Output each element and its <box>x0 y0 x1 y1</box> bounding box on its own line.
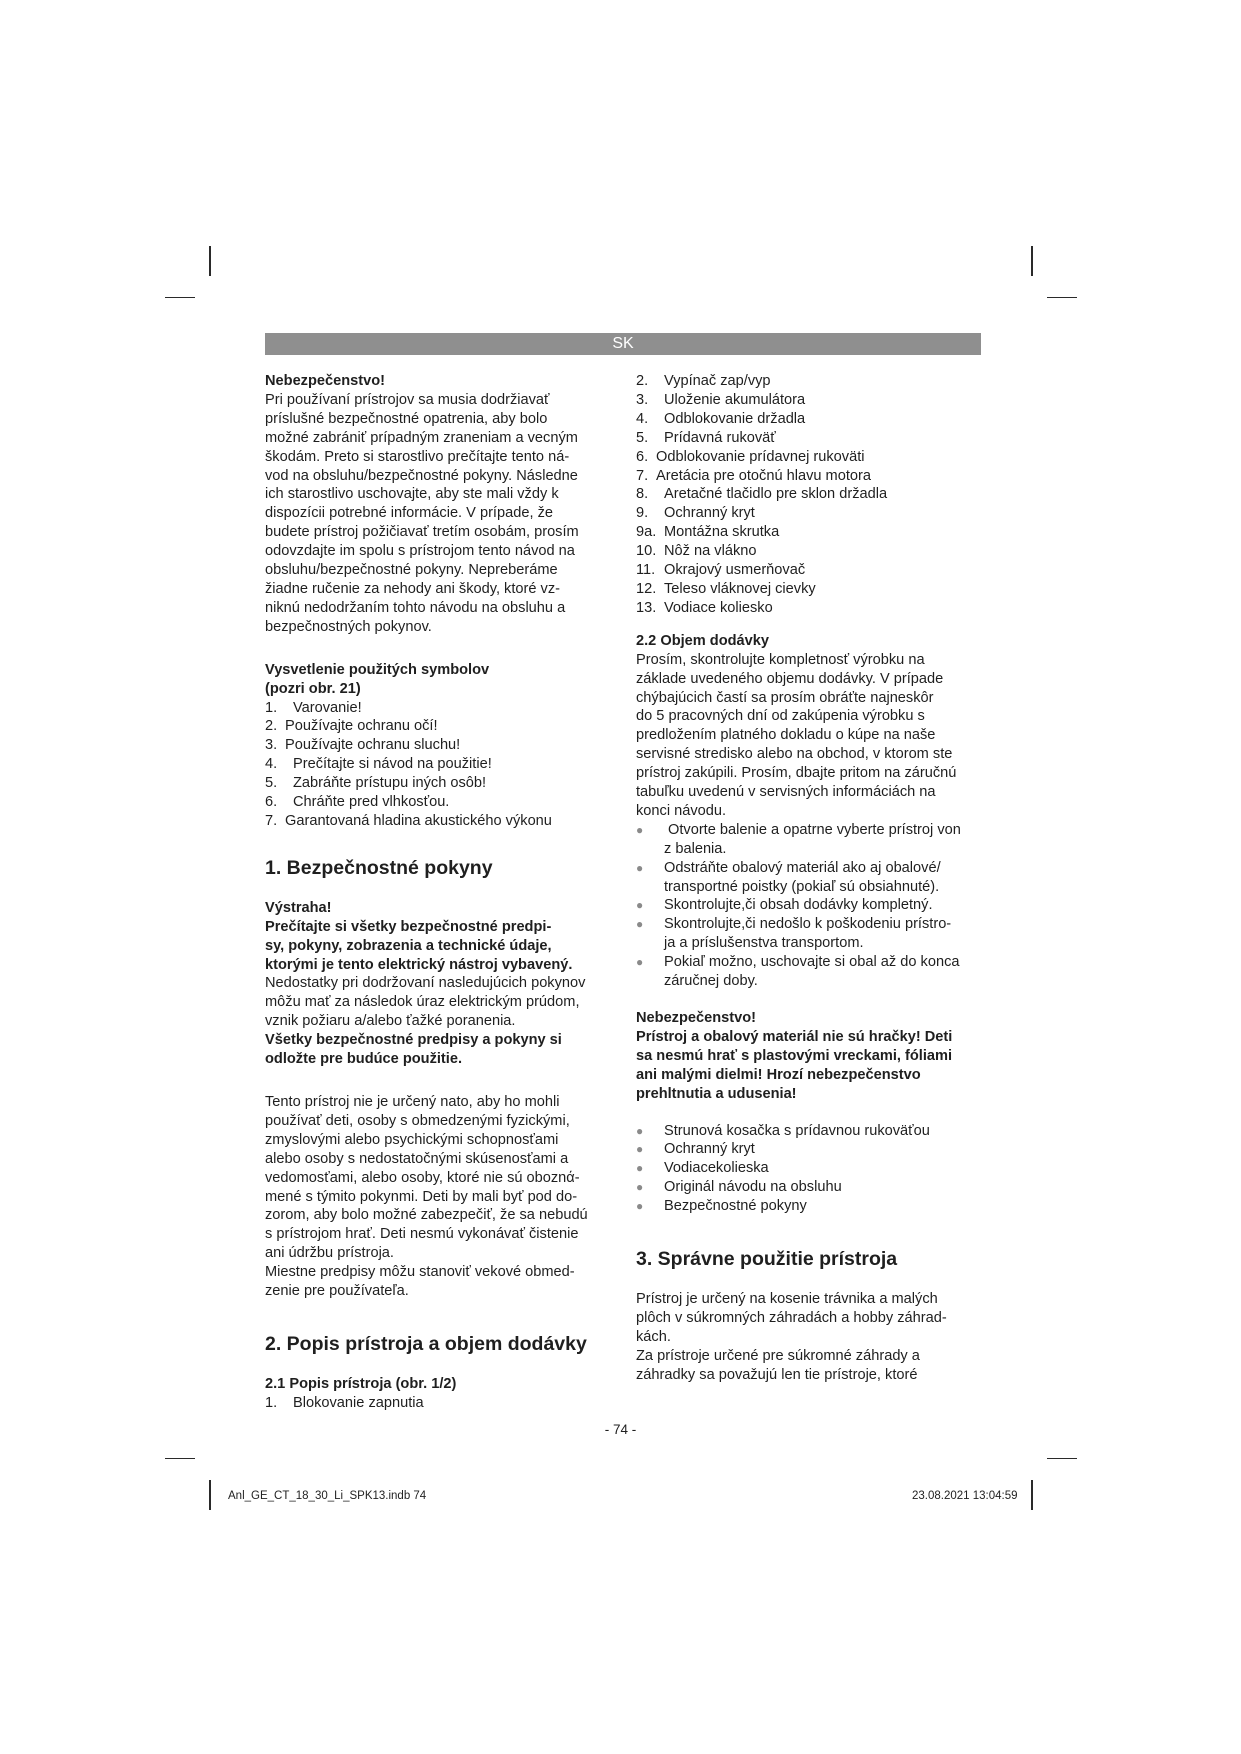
page-number: - 74 - <box>604 1422 637 1437</box>
crop-mark-bottom-left-v <box>209 1480 211 1510</box>
list-item: 3. Používajte ochranu sluchu! <box>265 737 461 754</box>
list-item: ● Strunová kosačka s prídavnou rukoväťou <box>636 1122 930 1139</box>
list-item: 13. Vodiace koliesko <box>636 599 773 616</box>
bullet-icon: ● <box>636 1161 644 1176</box>
delivery-paragraph: Prosím, skontrolujte kompletnosť výrobku na základe uvedeného objemu dodávky. V prípade chýbajúcich častí sa prosím obráťte najneskôr do 5 pracovných dní od zakúpenia výrobku s predložením platného dokladu o kúpe na naše servisné stredisko alebo na obchod, v ktorom ste prístroj zakúpili. Prosím, dbajte pritom na záručnú tabuľku uvedenú v servisných informáciách na konci návodu. <box>636 651 957 819</box>
list-item: 12. Teleso vláknovej cievky <box>636 580 816 597</box>
list-item: 10. Nôž na vlákno <box>636 543 757 560</box>
crop-mark-bottom-left-h <box>165 1458 195 1459</box>
list-item: ● Originál návodu na obsluhu <box>636 1179 842 1196</box>
section-3-heading: 3. Správne použitie prístroja <box>636 1248 898 1271</box>
symbols-heading: Vysvetlenie použitých symbolov <box>265 661 490 678</box>
list-item: 11. Okrajový usmerňovač <box>636 562 806 579</box>
list-item: ● Skontrolujte,či obsah dodávky kompletný. <box>636 897 933 914</box>
subsection-2-2-heading: 2.2 Objem dodávky <box>636 632 770 649</box>
contents-list <box>636 1122 976 1217</box>
list-item: 3. Uloženie akumulátora <box>636 391 806 408</box>
list-item: ● Bezpečnostné pokyny <box>636 1198 807 1215</box>
danger-heading: Nebezpečenstvo! <box>265 373 386 389</box>
children-paragraph: Tento prístroj nie je určený nato, aby ho mohli používať deti, osoby s obmedzenými fyzickými, zmyslovými alebo psychickými schopnosťami alebo osoby s nedostatočnými skúsenosťami a vedomosťami, alebo osoby, ktoré nie sú oboznά- mené s týmito pokynmi. Deti by mali byť pod do- zorom, aby bolo možné zabezpečiť, že sa nebudú s prístrojom hrať. Deti nesmú vykonávať čistenie ani údržbu prístroja. Miestne predpisy môžu stanoviť vekové obmed- zenie pre používateľa. <box>265 1094 588 1300</box>
list-item: 7. Garantovaná hladina akustického výkonu <box>265 812 552 829</box>
crop-mark-bottom-right-v <box>1031 1480 1033 1510</box>
list-item: 7. Aretácia pre otočnú hlavu motora <box>636 467 871 484</box>
bullet-icon: ● <box>636 898 644 913</box>
footer-file: Anl_GE_CT_18_30_Li_SPK13.indb 74 <box>228 1490 427 1502</box>
section-1-heading: 1. Bezpečnostné pokyny <box>265 856 493 879</box>
list-item: ● Odstráňte obalový materiál ako aj obalové/ transportné poistky (pokiaľ sú obsiahnuté). <box>636 859 941 895</box>
crop-mark-top-left-h <box>165 297 195 298</box>
list-item: ● Skontrolujte,či nedošlo k poškodeniu prístro- ja a príslušenstva transportom. <box>636 916 952 952</box>
language-header-bar: SK <box>265 333 981 355</box>
list-item: ● Otvorte balenie a opatrne vyberte prístroj von z balenia. <box>636 821 961 857</box>
list-item: ● Pokiaľ možno, uschovajte si obal až do konca záručnej doby. <box>636 954 960 990</box>
list-item: 6. Odblokovanie prídavnej rukoväti <box>636 448 865 465</box>
bullet-icon: ● <box>636 860 644 875</box>
use-paragraph: Prístroj je určený na kosenie trávnika a malých plôch v súkromných záhradách a hobby záhrad- kách. Za prístroje určené pre súkromné záhrady a záhradky sa považujú len tie prístroje, ktoré <box>636 1291 947 1383</box>
bullet-icon: ● <box>636 822 644 837</box>
list-item: 1. Varovanie! <box>265 699 362 716</box>
list-item: 6. Chráňte pred vlhkosťou. <box>265 794 450 811</box>
list-item: 8. Aretačné tlačidlo pre sklon držadla <box>636 486 888 503</box>
list-item: 5. Zabráňte prístupu iných osôb! <box>265 775 487 792</box>
list-item: 1. Blokovanie zapnutia <box>265 1394 424 1411</box>
bullet-icon: ● <box>636 1123 644 1138</box>
right-column: 2. Vypínač zap/vyp 3. Uloženie akumulátora 4. Odblokovanie držadla 5. Prídavná rukoväť 6. Odblokovanie prídavnej rukoväti 7. Aretácia pre otočnú hlavu motora 8. Aretačné tlačidlo pre sklon držadla 9. Ochranný kryt 9a. Montážna skrutka 10. Nôž na vlákno 11. Okrajový usmerňovač 12. Teleso vláknovej cievky 13. Vodiace koliesko 2.2 Objem dodávky Prosím, skontrolujte kompletnosť výrobku na základe uvedeného objemu dodávky. V prípade chýbajúcich častí sa prosím obráťte najneskôr do 5 pracovných dní od zakúpenia výrobku s predložením platného dokladu o kúpe na naše servisné stredisko alebo na obchod, v ktorom ste prístroj zakúpili. Prosím, dbajte pritom na záručnú tabuľku uvedenú v servisných informáciách na konci návodu. ● Otvorte balenie a opatrne vyberte prístroj von z balenia. ● Odstráňte obalový materiál ako aj obalové/ transportné poistky (pokiaľ sú obsiahnuté). ● Skontrolujte,či obsah dodávky kompletný. ● Skontrolujte,či nedošlo k poškodeniu prístro- ja a príslušenstva transportom. ● Pokiaľ možno, uschovajte si obal až do konca záručnej doby. Nebezpečenstvo! Prístroj a obalový materiál nie sú hračky! Deti sa nesmú hrať s plastovými vreckami, fóliami ani malými dielmi! Hrozí nebezpečenstvo prehltnutia a udusenia! ● Strunová kosačka s prídavnou rukoväťou ● Ochranný kryt ● Vodiacekolieska ● Originál návodu na obsluhu ● Bezpečnostné pokyny 3. Správne použitie prístroja Prístroj je určený na kosenie trávnika a malých plôch v súkromných záhradách a hobby záhrad- kách. Za prístroje určené pre súkromné záhrady a záhradky sa považujú len tie prístroje, ktoré <box>636 372 976 1385</box>
list-item: 4. Odblokovanie držadla <box>636 410 806 427</box>
warning-heading: Výstraha! <box>265 899 332 916</box>
list-item: ● Ochranný kryt <box>636 1141 755 1158</box>
crop-mark-top-right-v <box>1031 246 1033 276</box>
symbols-list <box>265 699 605 831</box>
danger-paragraph: Pri používaní prístrojov sa musia dodržiavať príslušné bezpečnostné opatrenia, aby bolo možné zabrániť prípadným zraneniam a vecným škodám. Preto si starostlivo prečítajte tento ná- vod na obsluhu/bezpečnostné pokyny. Následne ich starostlivo uschovajte, aby ste mali vždy k dispozícii potrebné informácie. V prípade, že budete prístroj požičiavať tretím osobám, prosím odovzdajte im spolu s prístrojom tento návod na obsluhu/bezpečnostné pokyny. Nepreberáme žiadne ručenie za nehody ani škody, ktoré vz- niknú nedodržaním tohto návodu na obsluhu a bezpečnostných pokynov. <box>265 391 579 635</box>
crop-mark-top-right-h <box>1047 297 1077 298</box>
parts-list <box>636 372 976 618</box>
list-item: 2. Používajte ochranu očí! <box>265 718 438 735</box>
subsection-2-1-heading: 2.1 Popis prístroja (obr. 1/2) <box>265 1375 457 1392</box>
bullet-icon: ● <box>636 1180 644 1195</box>
list-item: 9a. Montážna skrutka <box>636 524 780 541</box>
delivery-bullets <box>636 821 976 991</box>
list-item: ● Vodiacekolieska <box>636 1160 769 1177</box>
section-2-heading: 2. Popis prístroja a objem dodávky <box>265 1332 587 1355</box>
list-item: 2. Vypínač zap/vyp <box>636 373 771 389</box>
bullet-icon: ● <box>636 1142 644 1157</box>
crop-mark-top-left-v <box>209 246 211 276</box>
list-item: 9. Ochranný kryt <box>636 505 755 522</box>
footer-date: 23.08.2021 13:04:59 <box>912 1490 1018 1502</box>
list-item: 5. Prídavná rukoväť <box>636 429 776 446</box>
bullet-icon: ● <box>636 1199 644 1214</box>
left-column: Nebezpečenstvo! Pri používaní prístrojov sa musia dodržiavať príslušné bezpečnostné opatrenia, aby bolo možné zabrániť prípadným zraneniam a vecným škodám. Preto si starostlivo prečítajte tento ná- vod na obsluhu/bezpečnostné pokyny. Následne ich starostlivo uschovajte, aby ste mali vždy k dispozícii potrebné informácie. V prípade, že budete prístroj požičiavať tretím osobám, prosím odovzdajte im spolu s prístrojom tento návod na obsluhu/bezpečnostné pokyny. Nepreberáme žiadne ručenie za nehody ani škody, ktoré vz- niknú nedodržaním tohto návodu na obsluhu a bezpečnostných pokynov. Vysvetlenie použitých symbolov (pozri obr. 21) 1. Varovanie! 2. Používajte ochranu očí! 3. Používajte ochranu sluchu! 4. Prečítajte si návod na použitie! 5. Zabráňte prístupu iných osôb! 6. Chráňte pred vlhkosťou. 7. Garantovaná hladina akustického výkonu 1. Bezpečnostné pokyny Výstraha! Prečítajte si všetky bezpečnostné predpi- sy, pokyny, zobrazenia a technické údaje, ktorými je tento elektrický nástroj vybavený. Nedostatky pri dodržovaní nasledujúcich pokynov môžu mať za následok úraz elektrickým prúdom, vznik požiaru a/alebo ťažké poranenia. Všetky bezpečnostné predpisy a pokyny si odložte pre budúce použitie. Tento prístroj nie je určený nato, aby ho mohli používať deti, osoby s obmedzenými fyzickými, zmyslovými alebo psychickými schopnosťami alebo osoby s nedostatočnými skúsenosťami a vedomosťami, alebo osoby, ktoré nie sú oboznά- mené s týmito pokynmi. Deti by mali byť pod do- zorom, aby bolo možné zabezpečiť, že sa nebudú s prístrojom hrať. Deti nesmú vykonávať čistenie ani údržbu prístroja. Miestne predpisy môžu stanoviť vekové obmed- zenie pre používateľa. 2. Popis prístroja a objem dodávky 2.1 Popis prístroja (obr. 1/2) 1. Blokovanie zapnutia <box>265 372 605 1413</box>
symbols-heading-ref: (pozri obr. 21) <box>265 680 361 697</box>
danger-heading-2: Nebezpečenstvo! <box>636 1010 757 1026</box>
crop-mark-bottom-right-h <box>1047 1458 1077 1459</box>
bullet-icon: ● <box>636 917 644 932</box>
bullet-icon: ● <box>636 955 644 970</box>
list-item: 4. Prečítajte si návod na použitie! <box>265 756 492 773</box>
